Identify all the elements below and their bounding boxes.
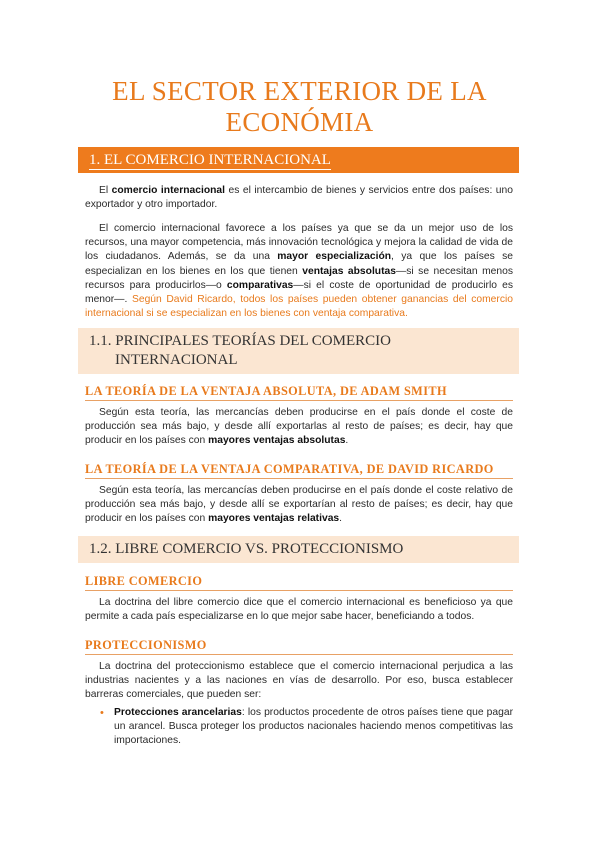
ventaja-comparativa-paragraph [85, 484, 513, 527]
section-1-1-heading [78, 328, 519, 374]
proteccionismo-heading: PROTECCIONISMO [85, 637, 513, 655]
ventaja-absoluta-bold: mayores ventajas absolutas [208, 435, 346, 447]
bullet-text: : los productos procedente de otros países tiene que pagar un arancel. Busca proteger los productos nacionales haciendo menos competitivas las importaciones. [114, 707, 513, 747]
proteccionismo-paragraph [85, 660, 513, 703]
ventaja-comparativa-text: Según esta teoría, las mercancías deben producirse en el país donde el coste relativo de producción sea más bajo, y desde allí se exportarían al resto de países; es decir, hay que producir en los países con [85, 485, 513, 525]
bullet-dot-icon: • [100, 707, 104, 719]
section-1-1-heading-line-2: INTERNACIONAL [115, 352, 238, 368]
libre-comercio-heading: LIBRE COMERCIO [85, 573, 513, 591]
para2-bold-3: comparativas [226, 279, 294, 291]
para1-bold-term: comercio internacional [111, 185, 226, 196]
section-1-heading-text: 1. EL COMERCIO INTERNACIONAL [89, 152, 331, 168]
ventaja-comparativa-end: . [339, 513, 343, 525]
ventaja-absoluta-paragraph [85, 406, 513, 449]
section-1-2-heading: 1.2. LIBRE COMERCIO VS. PROTECCIONISMO [78, 536, 519, 563]
barreras-list [85, 706, 513, 749]
proteccionismo-text: La doctrina del proteccionismo establece que el comercio internacional perjudica a las industrias nacientes y a las naciones en vías de desarrollo. Por eso, busca establecer barreras comerciales, que pueden ser: [85, 661, 513, 701]
title-line-1: EL SECTOR EXTERIOR DE LA [112, 76, 487, 106]
ventaja-absoluta-text: Según esta teoría, las mercancías deben producirse en el país donde el coste de producción sea más bajo, y desde allí exportarlas al resto de países; es decir, hay que producir en los países con [85, 407, 513, 447]
ventaja-absoluta-end: . [345, 435, 349, 447]
libre-comercio-text: La doctrina del libre comercio dice que el comercio internacional es beneficioso ya que permite a cada país especializarse en lo que mejor sabe hacer, beneficiando a todos. [85, 597, 513, 623]
para2-highlight: Según David Ricardo, todos los países pueden obtener ganancias del comercio internacional si se especializan en los bienes con ventaja comparativa. [85, 294, 513, 320]
para2-text-3: —si se necesitan menos recursos para producirlos—o [85, 265, 513, 291]
para1-text-a: El [99, 185, 112, 196]
para2-text-1: El comercio internacional favorece a los países ya que se da un mejor uso de los recursos, una mayor competencia, más innovación tecnológica y mejora la calidad de vida de los ciudadanos. Además, se da una [85, 223, 513, 263]
ventaja-comparativa-heading: LA TEORÍA DE LA VENTAJA COMPARATIVA, DE DAVID RICARDO [85, 461, 513, 479]
para2-text-4: —si el coste de oportunidad de producirlo es menor—. [85, 279, 513, 306]
para2-bold-1: mayor especialización [277, 251, 392, 263]
bullet-bold-term: Protecciones arancelarias [114, 707, 242, 718]
list-item [85, 706, 513, 749]
para2-text-2: , ya que los países se especializan en los bienes en los que tienen [85, 251, 513, 277]
document-title [0, 0, 599, 138]
para2-bold-2: ventajas absolutas [302, 265, 396, 277]
section-1-heading [78, 147, 519, 173]
section-1-1-heading-line-1: 1.1. PRINCIPALES TEORÍAS DEL COMERCIO [89, 333, 391, 349]
ventaja-comparativa-bold: mayores ventajas relativas [208, 513, 340, 525]
libre-comercio-paragraph [85, 596, 513, 624]
ventaja-absoluta-heading: LA TEORÍA DE LA VENTAJA ABSOLUTA, DE ADAM SMITH [85, 383, 513, 401]
title-line-2: ECONÓMIA [225, 107, 374, 137]
para1-text-b: es el intercambio de bienes y servicios entre dos países: uno exportador y otro importador. [85, 185, 513, 211]
section-1-paragraph-2 [85, 222, 513, 321]
section-1-paragraph-1 [85, 184, 513, 212]
